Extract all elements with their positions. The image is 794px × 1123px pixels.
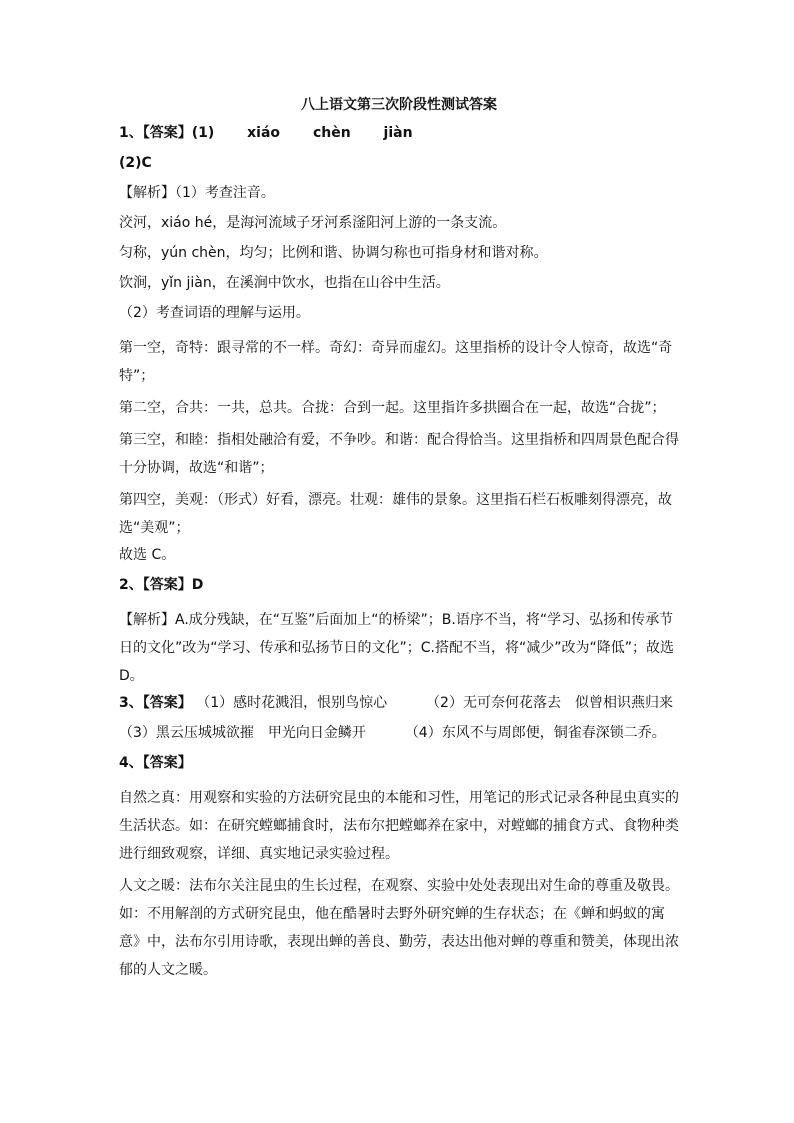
q1-pinyin-2: chèn <box>312 125 351 141</box>
q1-pinyin-3: jiàn <box>383 125 413 141</box>
q1-line-3: 饮涧，yǐn jiàn，在溪涧中饮水，也指在山谷中生活。 <box>119 275 450 291</box>
q1-paragraph-3: 第三空，和睦：指相处融洽有爱，不争吵。和谐：配合得恰当。这里指桥和四周景色配合得十分协调，故选“和谐”； <box>119 432 679 476</box>
q3-item-3: （3）黑云压城城欲摧 甲光向日金鳞开 <box>119 725 366 741</box>
q1-paragraph-4: 第四空，美观：（形式）好看，漂亮。壮观：雄伟的景象。这里指石栏石板雕刻得漂亮，故选“美观”； <box>119 492 672 536</box>
q3-answer-label: 3、【答案】 <box>119 695 192 711</box>
q1-answer-label: 1、【答案】(1) <box>119 125 215 141</box>
q3-item-4: （4）东风不与周郎便，铜雀春深锁二乔。 <box>404 725 666 741</box>
q3-item-1: （1）感时花溅泪，恨别鸟惊心 <box>196 695 388 711</box>
q4-answer: 4、【答案】 <box>119 755 192 771</box>
page-title: 八上语文第三次阶段性测试答案 <box>301 97 497 113</box>
q1-line-1: 洨河，xiáo hé，是海河流域子牙河系滏阳河上游的一条支流。 <box>119 215 507 231</box>
q1-conclusion: 故选 C。 <box>119 547 176 563</box>
q3-answer-cont <box>119 724 679 742</box>
q4-paragraph-2: 人文之暖：法布尔关注昆虫的生长过程，在观察、实验中处处表现出对生命的尊重及敬畏。如：不用解剖的方式研究昆虫，他在酷暑时去野外研究蝉的生存状态；在《蝉和蚂蚁的寓意》中，法布尔引用诗歌，表现出蝉的善良、勤劳，表达出他对蝉的尊重和赞美，体现出浓郁的人文之暖。 <box>119 878 679 978</box>
q1-answer <box>119 124 679 142</box>
q2-answer: 2、【答案】D <box>119 577 204 593</box>
answer-sheet <box>119 96 679 988</box>
q4-paragraph-1: 自然之真：用观察和实验的方法研究昆虫的本能和习性，用笔记的形式记录各种昆虫真实的生活状态。如：在研究螳螂捕食时，法布尔把螳螂养在家中，对螳螂的捕食方式、食物种类进行细致观察，详细、真实地记录实验过程。 <box>119 790 679 862</box>
q1-part2: (2)C <box>119 155 152 171</box>
q1-analysis-label: 【解析】（1）考查注音。 <box>119 185 275 201</box>
q1-line-4: （2）考查词语的理解与运用。 <box>119 305 310 321</box>
q1-line-2: 匀称，yún chèn，均匀；比例和谐、协调匀称也可指身材和谐对称。 <box>119 245 548 261</box>
q3-item-2: （2）无可奈何花落去 似曾相识燕归来 <box>426 695 673 711</box>
q2-analysis: 【解析】A.成分残缺，在“互鉴”后面加上“的桥梁”；B.语序不当，将“学习、弘扬和传承节日的文化”改为“学习、传承和弘扬节日的文化”；C.搭配不当，将“减少”改为“降低”；故选 D。 <box>119 612 674 684</box>
q1-pinyin-1: xiáo <box>247 125 281 141</box>
q1-paragraph-1: 第一空，奇特：跟寻常的不一样。奇幻：奇异而虚幻。这里指桥的设计令人惊奇，故选“奇特”； <box>119 340 673 384</box>
q3-answer <box>119 694 679 712</box>
q1-paragraph-2: 第二空，合共：一共，总共。合拢：合到一起。这里指许多拱圈合在一起，故选“合拢”； <box>119 400 666 416</box>
